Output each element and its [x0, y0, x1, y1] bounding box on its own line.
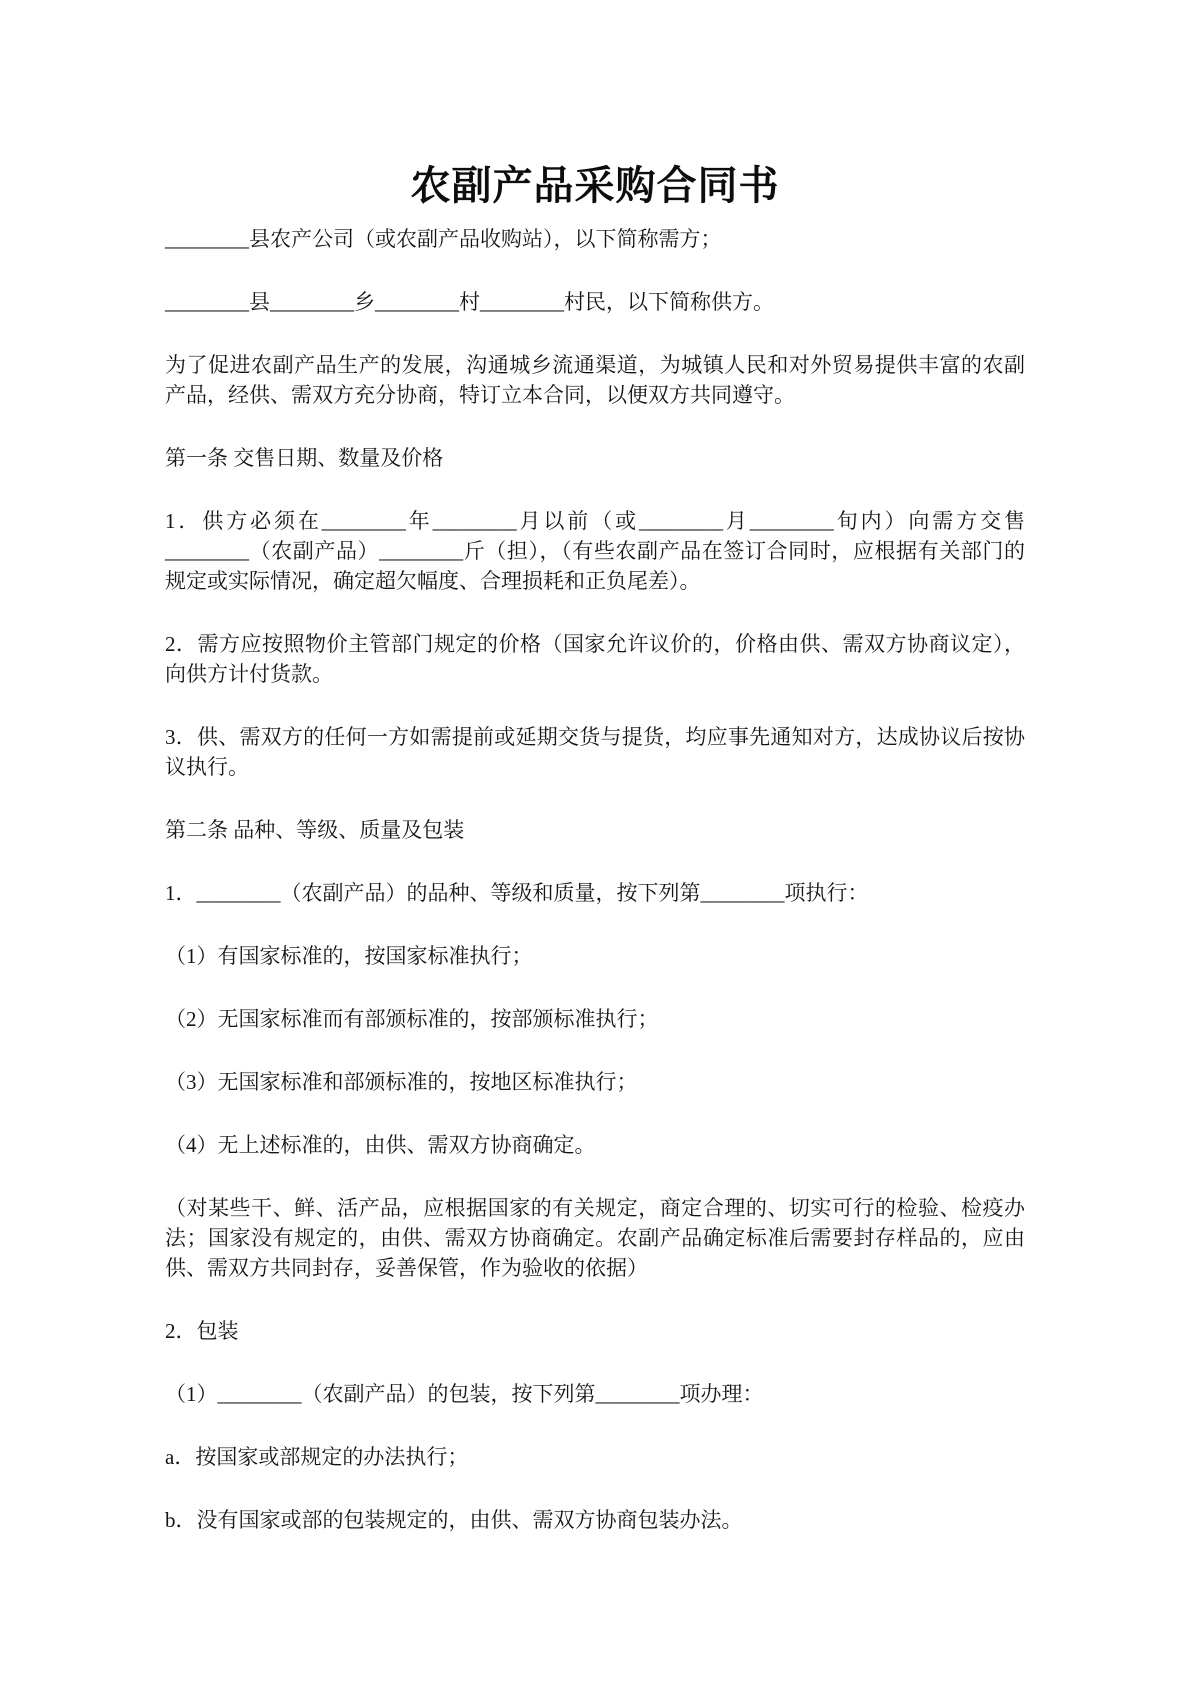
- clause-1-2: 2．需方应按照物价主管部门规定的价格（国家允许议价的，价格由供、需双方协商议定），向供方计付货款。: [165, 632, 1025, 686]
- clause-2-2-item-1: （1）________（农副产品）的包装，按下列第________项办理：: [165, 1382, 764, 1406]
- clause-2-1-item-4: （4）无上述标准的，由供、需双方协商确定。: [165, 1133, 596, 1157]
- clause-2-1-item-1: （1）有国家标准的，按国家标准执行；: [165, 944, 533, 968]
- clause-2-2-item-a: a．按国家或部规定的办法执行；: [165, 1445, 469, 1469]
- clause-2-1: 1．________（农副产品）的品种、等级和质量，按下列第________项执行：: [165, 881, 869, 905]
- document-title: 农副产品采购合同书: [410, 163, 780, 208]
- clause-2-2-item-b: b．没有国家或部的包装规定的，由供、需双方协商包装办法。: [165, 1508, 743, 1532]
- clause-2-2-heading: 2．包装: [165, 1319, 239, 1343]
- clause-2-1-item-3: （3）无国家标准和部颁标准的，按地区标准执行；: [165, 1070, 638, 1094]
- clause-2-1-item-2: （2）无国家标准而有部颁标准的，按部颁标准执行；: [165, 1007, 659, 1031]
- party-supply-line: ________县________乡________村________村民，以下简称供方。: [165, 290, 774, 314]
- article-1-heading: 第一条 交售日期、数量及价格: [165, 446, 444, 470]
- clause-2-1-note: （对某些干、鲜、活产品，应根据国家的有关规定，商定合理的、切实可行的检验、检疫办法；国家没有规定的，由供、需双方协商确定。农副产品确定标准后需要封存样品的，应由供、需双方共同封存，妥善保管，作为验收的依据）: [165, 1196, 1025, 1280]
- clause-1-1: 1．供方必须在________年________月以前（或________月________旬内）向需方交售________（农副产品）________斤（担），（有些农副产品在签订合同时，应根据有关部门的规定或实际情况，确定超欠幅度、合理损耗和正负尾差）。: [165, 509, 1025, 593]
- article-2-heading: 第二条 品种、等级、质量及包装: [165, 818, 465, 842]
- preamble: 为了促进农副产品生产的发展，沟通城乡流通渠道，为城镇人民和对外贸易提供丰富的农副产品，经供、需双方充分协商，特订立本合同，以便双方共同遵守。: [165, 353, 1025, 407]
- clause-1-3: 3．供、需双方的任何一方如需提前或延期交货与提货，均应事先通知对方，达成协议后按协议执行。: [165, 725, 1025, 779]
- party-demand-line: ________县农产公司（或农副产品收购站），以下简称需方；: [165, 227, 722, 251]
